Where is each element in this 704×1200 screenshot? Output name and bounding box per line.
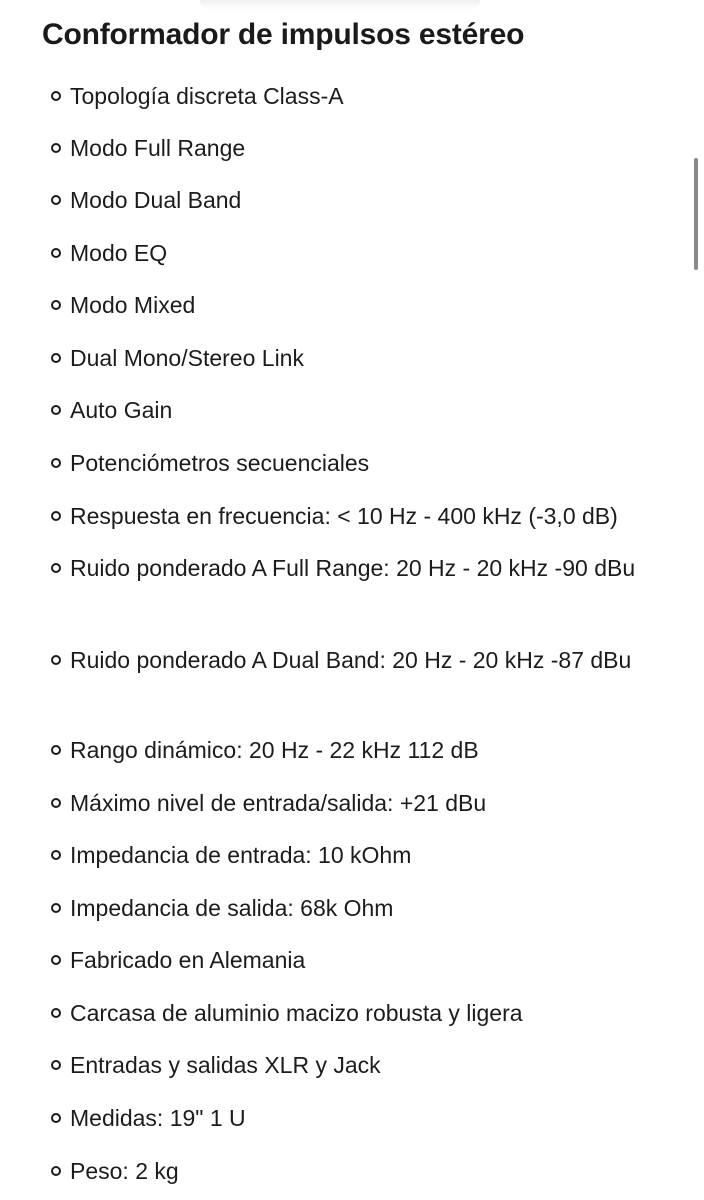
- list-item: [70, 1152, 660, 1190]
- bullet-icon: [51, 195, 61, 205]
- bullet-icon: [51, 655, 61, 665]
- bullet-icon: [51, 91, 61, 101]
- bullet-icon: [51, 1113, 61, 1123]
- bullet-icon: [51, 798, 61, 808]
- list-item-text: Dual Mono/Stereo Link: [70, 345, 304, 371]
- bullet-icon: [51, 458, 61, 468]
- list-item-text: Entradas y salidas XLR y Jack: [70, 1052, 381, 1078]
- list-item-text: Medidas: 19" 1 U: [70, 1105, 246, 1131]
- list-item-text: Rango dinámico: 20 Hz - 22 kHz 112 dB: [70, 737, 479, 763]
- list-item: [70, 286, 660, 324]
- list-item: [70, 444, 660, 482]
- bullet-icon: [51, 1166, 61, 1176]
- top-shadow: [200, 0, 480, 10]
- list-item: [70, 641, 660, 679]
- list-item: [70, 129, 660, 167]
- list-item-text: Fabricado en Alemania: [70, 947, 306, 973]
- list-item: [70, 181, 660, 219]
- list-item-text: Potenciómetros secuenciales: [70, 450, 370, 476]
- section-title: Conformador de impulsos estéreo: [42, 18, 525, 51]
- list-item-text: Impedancia de entrada: 10 kOhm: [70, 842, 412, 868]
- list-item-text: Peso: 2 kg: [70, 1158, 179, 1184]
- bullet-icon: [51, 405, 61, 415]
- bullet-icon: [51, 300, 61, 310]
- bullet-icon: [51, 1008, 61, 1018]
- list-item: [70, 497, 660, 535]
- list-item-text: Ruido ponderado A Full Range: 20 Hz - 20 kHz -90 dBu: [70, 555, 636, 581]
- list-item-text: Máximo nivel de entrada/salida: +21 dBu: [70, 790, 487, 816]
- list-item: [70, 994, 660, 1032]
- bullet-icon: [51, 903, 61, 913]
- bullet-icon: [51, 745, 61, 755]
- bullet-icon: [51, 248, 61, 258]
- list-item-text: Impedancia de salida: 68k Ohm: [70, 895, 394, 921]
- bullet-icon: [51, 353, 61, 363]
- list-item: [70, 784, 660, 822]
- list-item: [70, 731, 660, 769]
- bullet-icon: [51, 955, 61, 965]
- bullet-icon: [51, 143, 61, 153]
- list-item: [70, 339, 660, 377]
- list-item: [70, 1099, 660, 1137]
- list-item-text: Modo Dual Band: [70, 187, 242, 213]
- list-item-text: Modo EQ: [70, 240, 168, 266]
- list-item: [70, 77, 660, 115]
- list-item: [70, 234, 660, 272]
- list-item-text: Auto Gain: [70, 397, 173, 423]
- scrollbar-thumb[interactable]: [694, 158, 698, 270]
- list-item-text: Ruido ponderado A Dual Band: 20 Hz - 20 kHz -87 dBu: [70, 647, 632, 673]
- list-item: [70, 1046, 660, 1084]
- bullet-icon: [51, 511, 61, 521]
- list-item: [70, 836, 660, 874]
- list-item: [70, 889, 660, 927]
- bullet-icon: [51, 850, 61, 860]
- list-item-text: Modo Mixed: [70, 292, 196, 318]
- list-item: [70, 549, 660, 587]
- bullet-icon: [51, 563, 61, 573]
- list-item-text: Modo Full Range: [70, 135, 246, 161]
- list-item-text: Carcasa de aluminio macizo robusta y ligera: [70, 1000, 523, 1026]
- bullet-icon: [51, 1060, 61, 1070]
- list-item: [70, 941, 660, 979]
- list-item-text: Topología discreta Class-A: [70, 83, 344, 109]
- list-item-text: Respuesta en frecuencia: < 10 Hz - 400 kHz (-3,0 dB): [70, 503, 618, 529]
- list-item: [70, 391, 660, 429]
